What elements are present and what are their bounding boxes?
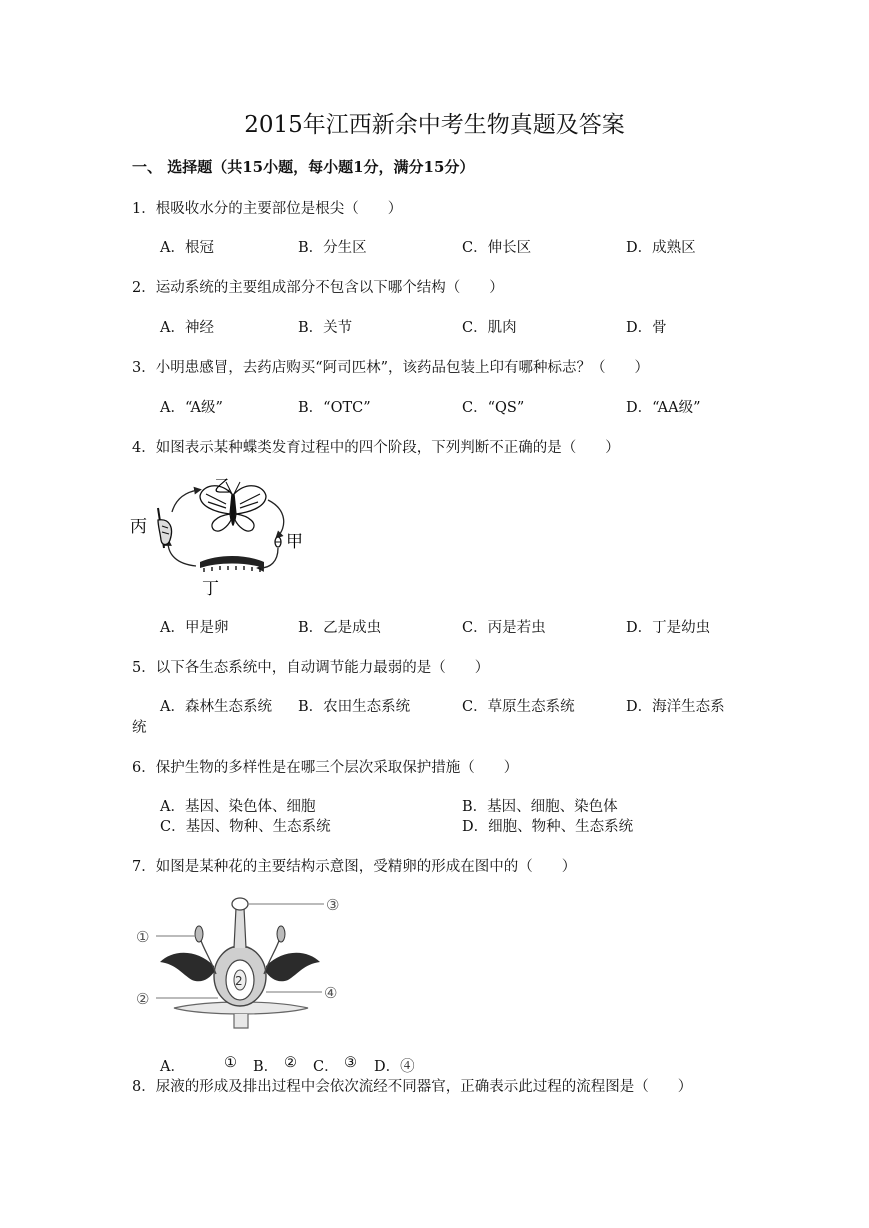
question-3-option-a: A．“A级” xyxy=(160,400,223,416)
question-6-option-c: C．基因、物种、生态系统 xyxy=(160,819,331,835)
question-5-option-a: A．森林生态系统 xyxy=(160,699,272,715)
label-bing: 丙 xyxy=(130,517,147,537)
question-1-option-a: A．根冠 xyxy=(160,240,214,256)
label-ding: 丁 xyxy=(202,579,219,599)
question-6-stem: 6．保护生物的多样性是在哪三个层次采取保护措施（ ） xyxy=(132,760,519,776)
question-6-option-a: A．基因、染色体、细胞 xyxy=(160,799,316,815)
question-6-option-b: B．基因、细胞、染色体 xyxy=(462,799,618,815)
question-2-stem: 2．运动系统的主要组成部分不包含以下哪个结构（ ） xyxy=(132,280,504,296)
flower-label-1: ① xyxy=(136,928,150,946)
question-7-option-c: C． xyxy=(313,1059,339,1075)
ovule-label: 2 xyxy=(235,974,243,988)
question-7-option-a-value: ① xyxy=(224,1055,237,1071)
larva-drawing xyxy=(200,556,264,572)
question-5-option-d: D．海洋生态系 xyxy=(626,699,725,715)
question-2-option-c: C．肌肉 xyxy=(462,320,517,336)
question-5-option-c: C．草原生态系统 xyxy=(462,699,575,715)
question-3-option-c: C．“QS” xyxy=(462,400,525,416)
question-5-option-d-wrap: 统 xyxy=(132,720,147,736)
question-3-stem: 3．小明患感冒，去药店购买“阿司匹林”，该药品包装上印有哪种标志？（ ） xyxy=(132,360,650,376)
flower-label-2: ② xyxy=(136,990,150,1008)
butterfly-adult-drawing xyxy=(200,482,266,531)
question-3-option-d: D．“AA级” xyxy=(626,400,701,416)
butterfly-lifecycle-figure xyxy=(128,470,308,600)
question-7-option-a: A． xyxy=(160,1059,185,1075)
pupa-drawing xyxy=(158,508,172,548)
question-4-option-a: A．甲是卵 xyxy=(160,620,229,636)
question-1-option-c: C．伸长区 xyxy=(462,240,532,256)
question-7-stem: 7．如图是某种花的主要结构示意图，受精卵的形成在图中的（ ） xyxy=(132,859,577,875)
question-5-option-b: B．农田生态系统 xyxy=(298,699,411,715)
question-5-stem: 5．以下各生态系统中，自动调节能力最弱的是（ ） xyxy=(132,660,490,676)
question-3-option-b: B．“OTC” xyxy=(298,400,371,416)
flower-label-4: ④ xyxy=(324,984,338,1002)
section-heading: 一、 选择题（共15小题，每小题1分，满分15分） xyxy=(132,158,475,176)
question-2-option-a: A．神经 xyxy=(160,320,214,336)
question-1-stem: 1．根吸收水分的主要部位是根尖（ ） xyxy=(132,201,403,217)
flower-label-3: ③ xyxy=(326,896,340,914)
question-4-option-c: C．丙是若虫 xyxy=(462,620,546,636)
question-4-stem: 4．如图表示某种蝶类发育过程中的四个阶段，下列判断不正确的是（ ） xyxy=(132,440,620,456)
question-2-option-b: B．关节 xyxy=(298,320,353,336)
question-6-option-d: D．细胞、物种、生态系统 xyxy=(462,819,634,835)
question-7-option-d: D．④ xyxy=(374,1059,415,1075)
question-7-option-b: B． xyxy=(253,1059,279,1075)
question-7-option-c-value: ③ xyxy=(344,1055,357,1071)
label-yi: 乙 xyxy=(214,477,231,497)
flower-structure-figure xyxy=(130,888,352,1036)
question-4-option-d: D．丁是幼虫 xyxy=(626,620,711,636)
question-4-option-b: B．乙是成虫 xyxy=(298,620,382,636)
page-title: 2015年江西新余中考生物真题及答案 xyxy=(244,112,625,138)
question-1-option-b: B．分生区 xyxy=(298,240,367,256)
question-1-option-d: D．成熟区 xyxy=(626,240,696,256)
question-2-option-d: D．骨 xyxy=(626,320,667,336)
question-7-option-b-value: ② xyxy=(284,1055,297,1071)
question-8-stem: 8．尿液的形成及排出过程中会依次流经不同器官，正确表示此过程的流程图是（ ） xyxy=(132,1079,693,1095)
label-jia: 甲 xyxy=(286,532,303,552)
